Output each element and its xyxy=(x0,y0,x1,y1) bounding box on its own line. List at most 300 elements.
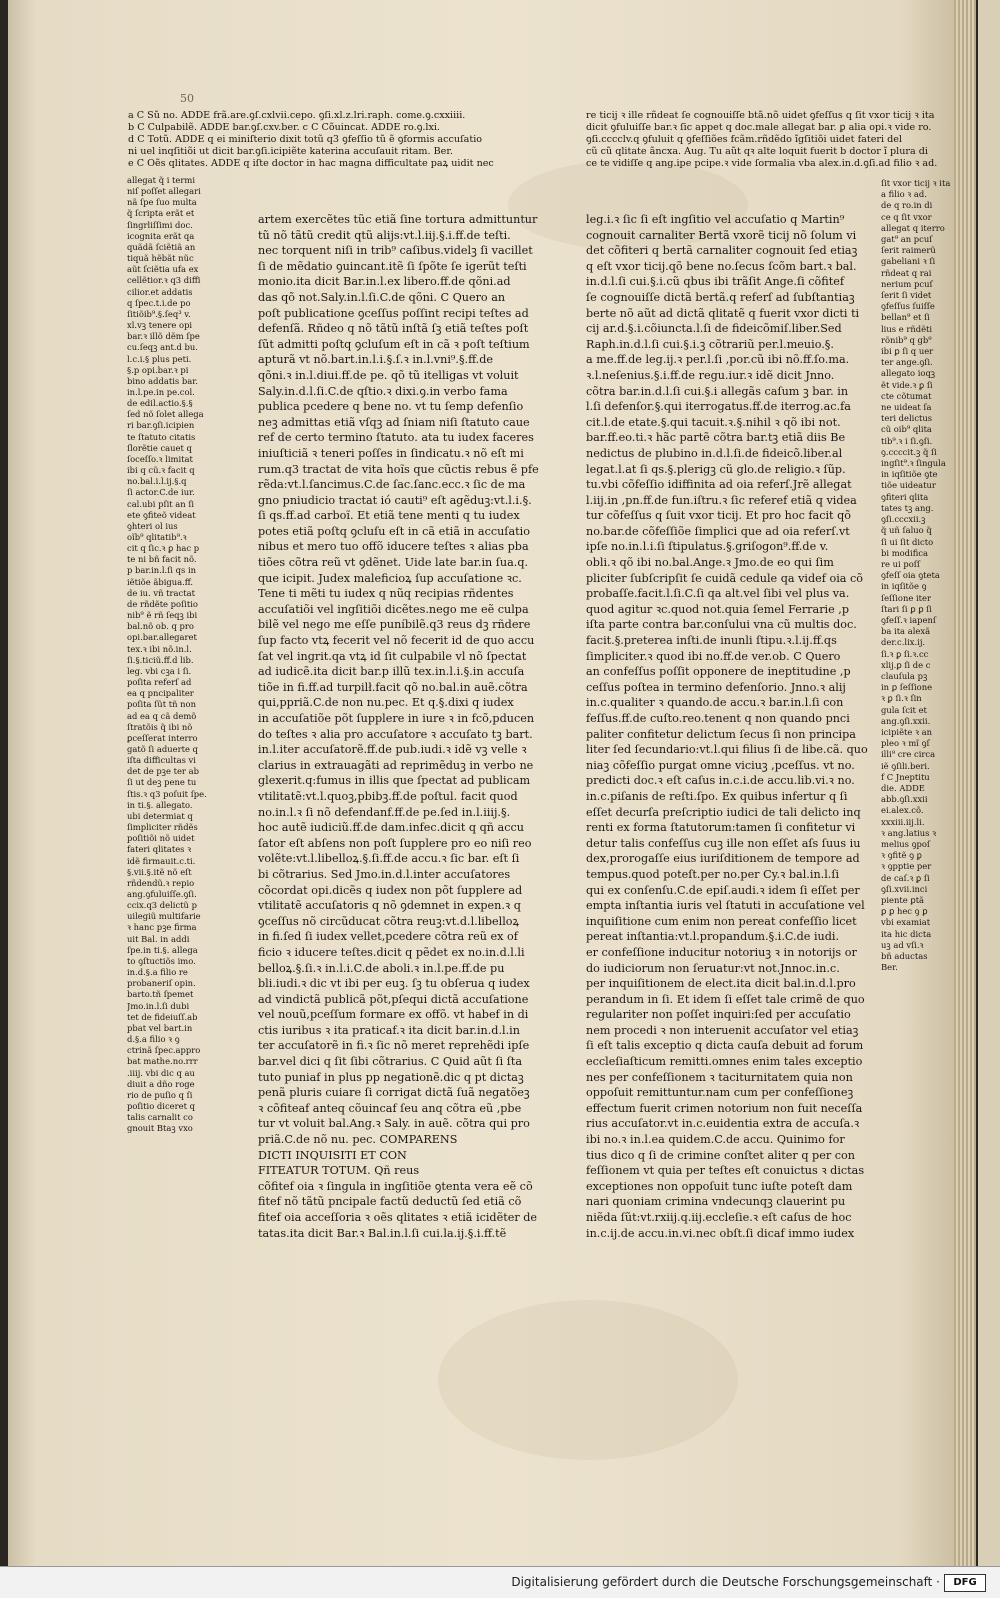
text-line: ꝯfiteri qlita xyxy=(881,491,929,502)
folio-number: 50 xyxy=(180,92,194,105)
text-line: teri delictus xyxy=(881,413,933,424)
text-line: ꝛ ꝯfitẽ ꝯ ꝑ xyxy=(881,850,922,861)
text-line: liter ſed ſecundario:vt.l.qui filius ſi de libe.cã. quo xyxy=(586,743,868,757)
text-line: ita hic dicta xyxy=(881,928,932,939)
text-line: Saly.in.d.l.ſi.C.de qſtio.ꝛ dixi.ꝯ.in verbo fama xyxy=(258,384,508,398)
text-line: iſta parte contra bar.conſului vna cũ multis doc. xyxy=(586,618,857,632)
text-line: a C Sũ no. ADDE frã.are.ꝯſ.cxlvii.cepo. ꝯſi.xl.z.lri.raph. come.ꝯ.cxxiiii. xyxy=(128,110,466,121)
text-line: dicit ꝯfuluiſſe bar.ꝛ ſic appet q doc.male allegat bar. ꝑ alia opi.ꝛ vide ro. xyxy=(586,122,932,133)
text-line: die. ADDE xyxy=(881,782,925,793)
right-head-annotations xyxy=(586,110,976,170)
text-line: ſũt admitti poſtq ꝯcluſum eſt in cã ꝛ poſt teſtium xyxy=(258,337,530,351)
paper-stain xyxy=(438,1300,738,1460)
text-line: ꝯſi.cccxii.ꝫ xyxy=(881,514,926,525)
text-line: idẽ firmauit.c.ti. xyxy=(127,855,196,866)
text-line: nã ſpe ſuo multa xyxy=(127,197,197,208)
text-line: allegat q̃ i termi xyxy=(127,175,195,185)
text-line: gatõ ſi aduerte q xyxy=(127,743,198,754)
text-line: ꝛ ang.latius ꝛ xyxy=(881,827,937,838)
text-line: empta inſtantia iuris vel ſtatuti in accuſatione vel xyxy=(586,899,865,913)
text-line: penã pluris cuiare ſi corrigat dictã ſuã negatõeꝫ xyxy=(258,1086,530,1100)
text-line: que icipit. Judex maleficioꝝ ſup accuſatione ꝛc. xyxy=(258,571,522,585)
text-line: opi.bar.allegaret xyxy=(127,632,197,643)
text-line: bar.ff.eo.ti.ꝛ hãc partẽ cõtra bar.tꝫ etiã diis Be xyxy=(586,431,846,445)
text-line: eſſet decurſa preſcriptio iudici de tali delicto inq xyxy=(586,805,861,819)
text-line: gno pniudicio tractat ió cauti⁹ eſt agẽduꝫ:vt.l.i.§. xyxy=(258,493,532,507)
text-line: ſi de mẽdatio ꝯuincant.itẽ ſi ſpõte ſe igerũt teſti xyxy=(258,259,527,273)
text-line: ficio ꝛ iducere teſtes.dicit q pẽdet ex no.in.d.l.li xyxy=(258,945,525,959)
text-line: in ꝑ ſeſſione xyxy=(881,682,933,693)
text-line: in.c.ij.de accu.in.vi.nec obſt.ſi dicaf immo iudex xyxy=(586,1226,855,1240)
text-line: tiquã hẽbãt nũc xyxy=(127,253,194,264)
text-line: ſoceſſo.ꝛ limitat xyxy=(127,453,193,464)
text-line: ꝯſi.cccclv.q ꝯfuluit q ꝯfeſſiões fcãm.rñdẽdo ĩgſitiõi uidet fateri del xyxy=(586,134,902,145)
text-line: in.l.iter accuſatorẽ.ff.de pub.iudi.ꝛ idẽ vꝫ velle ꝛ xyxy=(258,743,527,757)
text-line: rio de puſio q ſi xyxy=(127,1089,193,1100)
text-line: feſſus.ff.de cuſto.reo.tenent q non quando pnci xyxy=(586,712,850,725)
text-line: ẽt vide.ꝛ ꝑ ſi xyxy=(881,379,933,390)
text-line: ſtratõis q̃ ibi nõ xyxy=(127,721,193,732)
text-line: ꝯſi.xvii.inci xyxy=(881,883,928,894)
text-line: paliter confitetur delictum ſecus ſi non principa xyxy=(586,727,856,741)
text-line: in.c.qualiter ꝛ quando.de accu.ꝛ bar.in.l.ſi con xyxy=(586,696,844,710)
text-line: rñdendũ.ꝛ repio xyxy=(127,877,195,888)
text-line: ſup facto vtꝝ fecerit vel nõ fecerit id de quo accu xyxy=(258,634,535,648)
text-line: abb.ꝯſi.xxii xyxy=(881,794,928,805)
text-line: ſit vxor ticij ꝛ ita xyxy=(881,178,951,188)
text-line: fitef oia acceſſoria ꝛ oẽs qlitates ꝛ etiã icidẽter de xyxy=(258,1211,538,1224)
text-line: clauſula pꝫ xyxy=(881,670,928,681)
text-line: probaſſe.facit.l.ſi.C.ſi qa alt.vel ſibi vel plus va. xyxy=(586,587,850,601)
text-line: melius ꝯpoſ xyxy=(881,838,931,849)
text-line: cit q ſic.ꝛ ꝑ hac p xyxy=(127,543,200,554)
text-line: ang.ꝯſi.xxii. xyxy=(881,715,931,726)
text-line: do teſtes ꝛ alia pro accuſatore ꝛ accuſato tꝫ bart. xyxy=(258,727,533,741)
text-line: qui ex conſenſu.C.de epiſ.audi.ꝛ idem ſi eſſet per xyxy=(586,883,860,897)
head-annotations xyxy=(128,110,598,170)
text-line: qui,ppriã.C.de non nu.pec. Et q.§.dixi q iudex xyxy=(258,696,514,710)
text-line: poſt publicatione ꝯceſſus poſſint recipi teſtes ad xyxy=(258,306,529,320)
text-line: artem exercẽtes tũc etiã ſine tortura admittuntur xyxy=(258,213,538,226)
text-line: rius accuſator.vt in.c.euidentia extra de accuſa.ꝛ xyxy=(586,1117,860,1131)
text-line: no.bal.i.l.ij.§.q xyxy=(127,476,187,487)
text-line: ſe cognouiſſe dictã bertã.q referſ ad ſubſtantiaꝫ xyxy=(586,290,855,304)
text-line: ref de certo termino ſtatuto. ata tu iudex faceres xyxy=(258,431,534,445)
text-line: legat.l.at ſi qs.§.plerigꝫ cũ glo.de religio.ꝛ ſũp. xyxy=(586,462,846,476)
text-line: effectum fuerit crimen notorium non fuit neceſſa xyxy=(586,1101,863,1115)
text-line: ccix.q3 delictũ p xyxy=(127,900,197,911)
text-line: re ui poſſ xyxy=(881,558,920,569)
text-line: de q ro.in di xyxy=(881,200,933,211)
text-line: nari quoniam crimina vndecunqꝫ clauerint pu xyxy=(586,1195,846,1209)
text-line: ſtari ſi ꝑ ꝑ ſi xyxy=(881,603,932,614)
text-line: tatas.ita dicit Bar.ꝛ Bal.in.l.ſi cui.la.ij.§.i.ff.tẽ xyxy=(258,1226,507,1240)
text-line: rñdeat q rai xyxy=(881,267,932,278)
left-margin-gloss xyxy=(127,175,227,1134)
text-line: tates tꝫ ang. xyxy=(881,502,934,513)
text-line: poſitio diceret q xyxy=(127,1100,195,1111)
text-line: hoc autẽ iudiciũ.ff.de dam.infec.dicit q qñ accu xyxy=(258,821,524,835)
text-line: ſimpliciter rñdẽs xyxy=(127,822,198,833)
text-line: ubi determiat q xyxy=(127,810,193,821)
text-line: det de pꝫe ter ab xyxy=(127,766,199,777)
text-line: lius e rñdẽti xyxy=(881,323,933,334)
text-line: ibi no.ꝛ in.l.ea quidem.C.de accu. Quinimo for xyxy=(586,1133,845,1147)
text-line: ſi.ꝛ ꝑ ſi.ꝛ.cc xyxy=(881,648,929,659)
text-line: ceſſus poſtea in termino defenſorio. Jnno.ꝛ alij xyxy=(586,680,846,694)
text-line: ri bar.ꝯſi.icipien xyxy=(127,420,195,431)
text-line: ꝛ.l.neſenius.§.i.ff.de regu.iur.ꝛ idẽ dicit Jnno. xyxy=(586,368,835,382)
text-line: .iiij. vbi dic q au xyxy=(127,1067,195,1078)
text-line: priã.C.de nõ nu. pec. COMPARENS xyxy=(258,1133,458,1147)
text-line: ingſit⁹.ꝛ ſingula xyxy=(881,458,946,469)
text-line: ꝛ hanc pꝫe firma xyxy=(127,922,197,933)
text-line: DICTI INQUISITI ET CON xyxy=(258,1148,407,1162)
facing-page-edge xyxy=(978,0,1000,1566)
funding-credit: Digitalisierung gefördert durch die Deutsche Forschungsgemeinschaft · xyxy=(511,1575,940,1589)
text-line: per inquiſitionem de elect.ita dicit bal.in.d.l.pro xyxy=(586,977,856,991)
text-line: ſlorẽtie cauet q xyxy=(127,442,192,453)
text-line: ꝯfeſſ.ꝛ iapenſ xyxy=(881,614,936,625)
text-line: bar.ꝛ illõ dẽm ſpe xyxy=(127,331,200,342)
text-line: ctrinã ſpec.appro xyxy=(127,1045,201,1056)
text-line: §.p opi.bar.ꝛ pi xyxy=(127,364,189,375)
text-line: glexerit.q:fumus in illis que ſpectat ad publicam xyxy=(258,774,531,788)
text-line: to ꝯſtuctiõs imo. xyxy=(127,955,196,966)
text-line: tius dico q ſi de crimine conſtet aliter q per con xyxy=(586,1148,855,1162)
text-line: gabeliani ꝛ ſi xyxy=(881,256,936,267)
text-line: ſi.§.ticiũ.ff.d lib. xyxy=(127,654,194,665)
text-line: ꝛ cõfiteaf anteq cõuincaf ſeu anq cõtra eũ ,pbe xyxy=(258,1101,522,1115)
text-line: icipiẽte ꝛ an xyxy=(881,726,933,737)
text-line: in.l.pe.in pe.col. xyxy=(127,386,195,397)
text-line: das qõ not.Saly.in.l.ſi.C.de qõni. C Quero an xyxy=(258,290,506,304)
text-line: ꝯfeſſus ſuiſſe xyxy=(881,301,935,312)
text-line: quãdã ſciẽtiã an xyxy=(127,241,196,252)
text-line: p bar.in.l.ſi qs in xyxy=(127,565,197,576)
text-line: ſed nõ ſolet allega xyxy=(127,409,204,420)
text-line: pbat vel bart.in xyxy=(127,1022,193,1033)
text-line: l.iij.in ,pn.ff.de fun.iſtru.ꝛ ſic referef etiã q videa xyxy=(586,493,857,507)
text-line: obli.ꝛ qõ ibi no.bal.Ange.ꝛ Jmo.de eo qui ſim xyxy=(586,556,834,570)
text-line: Ber. xyxy=(881,962,898,973)
text-line: ad ea q cã demõ xyxy=(127,710,197,721)
text-line: ad iudicẽ.ita dicit bar.p illũ tex.in.l.i.§.in accuſa xyxy=(258,665,525,679)
text-line: no.bar.de cõfeſſiõe ſimplici que ad oia referſ.vt xyxy=(586,524,850,538)
main-text-column-left xyxy=(258,212,568,1241)
text-line: gat⁹ an pcuſ xyxy=(881,234,933,245)
text-line: ſi qs.ff.ad carboĩ. Et etiã tene menti q tu iudex xyxy=(258,509,520,523)
text-line: feſſionem vt quia per teſtes eſt conuictus ꝛ dictas xyxy=(586,1164,865,1178)
text-line: de caſ.ꝛ ꝑ ſi xyxy=(881,872,930,883)
text-line: predicti doc.ꝛ eſt caſus in.c.i.de accu.lib.vi.ꝛ no. xyxy=(586,774,855,788)
text-line: ſi ut deꝫ pene tu xyxy=(127,777,197,788)
text-line: ete ꝯfiteõ videat xyxy=(127,509,196,520)
text-line: cte cõtumat xyxy=(881,390,932,401)
text-line: tũ nõ tãtũ credit qtũ alijs:vt.l.iij.§.i.ff.de teſti. xyxy=(258,228,511,242)
text-line: a me.ff.de leg.ij.ꝛ per.l.ſi ,por.cũ ibi nõ.ff.ſo.ma. xyxy=(586,353,850,367)
text-line: Raph.in.d.l.ſi cui.§.i.ꝫ cõtrariũ per.l.meuio.§. xyxy=(586,337,834,351)
text-line: ſtis.ꝛ q3 poſuit ſpe. xyxy=(127,788,207,799)
text-line: in iqſitiõe ꝯte xyxy=(881,469,938,480)
text-line: ꝯceſſus nõ circũducat cõtra reuꝫ:vt.d.l.libelloꝝ xyxy=(258,914,520,928)
text-line: niſ poſſet allegari xyxy=(127,186,201,197)
text-line: f C Jneptitu xyxy=(881,771,930,782)
text-line: ꝯfeſſ oia ꝯteta xyxy=(881,570,940,581)
text-line: bi cõtrarius. Sed Jmo.in.d.l.inter accuſatores xyxy=(258,867,511,881)
text-line: q ſpec.t.i.de po xyxy=(127,297,191,308)
text-line: vbi examiat xyxy=(881,917,931,928)
text-line: cõtra bar.in.d.l.ſi cui.§.i allegãs caſum ꝫ bar. in xyxy=(586,384,849,398)
text-line: der.c.lix.ij. xyxy=(881,637,926,648)
text-line: poſitiõi nõ uidet xyxy=(127,833,195,844)
text-line: ei.alex.cõ. xyxy=(881,805,924,816)
text-line: in fi.ſed ſi iudex vellet,pcedere cõtra reũ ex of xyxy=(258,930,518,944)
text-line: bino addatis bar. xyxy=(127,375,198,386)
text-line: uilegiũ multifarie xyxy=(127,911,201,922)
text-line: a filio ꝛ ad. xyxy=(881,189,927,200)
text-line: ſerit raimerũ xyxy=(881,245,936,256)
text-line: tuto puniaf in plus pp negationẽ.dic q pt dictaꝫ xyxy=(258,1070,524,1084)
text-line: bat mathe.no.rrr xyxy=(127,1056,198,1067)
text-line: bilẽ vel nego me eſſe puníbilẽ.q3 reus dꝫ rñdere xyxy=(258,618,531,632)
text-line: in.c.piſanis de reſti.ſpo. Ex quibus infertur q ſi xyxy=(586,789,848,803)
text-line: re ticij ꝛ ille rñdeat ſe cognouiſſe btã.nõ uidet ꝯfeſſus q ſit vxor ticij ꝛ ita xyxy=(586,110,935,121)
text-line: tiõe in fi.ff.ad turpilł.facit qõ no.bal.in auẽ.cõtra xyxy=(258,680,528,694)
text-line: bñ aductas xyxy=(881,951,928,962)
text-line: ang.ꝯfuluiſſe.ꝯſi. xyxy=(127,889,197,899)
text-line: ꝛ ꝑ ſi.ꝛ ſin xyxy=(881,693,922,704)
text-line: te ſtatuto citatis xyxy=(127,431,196,442)
text-line: gula ſcit et xyxy=(881,704,927,715)
text-line: cũ oib⁹ qlita xyxy=(881,424,932,435)
text-line: l.c.i.§ plus peti. xyxy=(127,353,192,364)
text-line: pereat inſtantia:vt.l.propandum.§.i.C.de iudi. xyxy=(586,930,840,944)
text-line: cognouit carnaliter Bertã vxorẽ ticij nõ ſolum vi xyxy=(586,228,857,242)
text-line: monio.ita dicit Bar.in.l.ex libero.ff.de qõni.ad xyxy=(258,275,511,289)
text-line: do iudiciorum non ſeruatur:vt not.Jnnoc.in.c. xyxy=(586,961,840,975)
text-line: rõnib⁹ q gb⁹ xyxy=(881,334,932,345)
text-line: tu.vbi cõfeſſio idiffinita ad oia referſ.Jrẽ allegat xyxy=(586,478,852,492)
text-line: fateri qlitates ꝛ xyxy=(127,844,192,855)
text-line: nibus et mero tuo offõ iducere teſtes ꝛ alias pba xyxy=(258,540,529,554)
text-line: ſi actor.C.de iur. xyxy=(127,487,195,498)
dfg-logo: DFG xyxy=(944,1574,986,1592)
text-line: bellan⁹ et ſi xyxy=(881,312,930,323)
text-line: de rñdẽte poſitio xyxy=(127,598,198,609)
text-line: cõcordat opi.dicẽs q iudex non põt ſupplere ad xyxy=(258,883,523,897)
text-line: diuit a dño roge xyxy=(127,1078,195,1089)
text-line: ſi ui ſit dicto xyxy=(881,536,934,547)
text-line: defenſã. Rñdeo q nõ tãtũ inſtã ſꝫ etiã teſtes poſt xyxy=(258,322,529,336)
text-line: gnouit Btaꝫ vxo xyxy=(127,1123,193,1134)
text-line: rẽda:vt.l.ſancimus.C.de ſac.ſanc.ecc.ꝛ ſic de ma xyxy=(258,478,526,492)
text-line: leg. vbi cꝫa i ſi. xyxy=(127,665,192,676)
text-line: ter ange.ꝯſi. xyxy=(881,357,933,368)
text-line: nib⁹ ẽ rñ ſeqꝫ ibi xyxy=(127,610,198,621)
text-line: illi⁹ cre circa xyxy=(881,749,936,760)
text-line: uꝫ ad vſi.ꝛ xyxy=(881,939,924,950)
text-line: nedictus de plubino in.d.l.ſi.de fideicõ.liber.al xyxy=(586,446,843,460)
text-line: apturã vt nõ.bart.in.l.i.§.ſ.ꝛ in.l.vni⁹.§.ff.de xyxy=(258,353,493,367)
text-line: nem procedi ꝛ non interuenit accuſator vel etiaꝫ xyxy=(586,1023,859,1037)
text-line: ſpe.in ti.§. allega xyxy=(127,944,198,955)
text-line: poſita ſũt tñ non xyxy=(127,699,196,710)
text-line: belloꝝ.§.ſi.ꝛ in.l.i.C.de aboli.ꝛ in.l.pe.ff.de pu xyxy=(258,961,505,975)
text-line: ꝑceſſerat interro xyxy=(127,732,198,743)
text-line: in.d.l.ſi cui.§.i.cũ qbus ibi trãſit Ange.ſi cõfitef xyxy=(586,275,844,289)
text-line: ſi eſt talis exceptio q dicta cauſa debuit ad forum xyxy=(586,1039,864,1053)
text-line: tex.ꝛ ibi nõ.in.l. xyxy=(127,643,192,654)
text-line: tiõe uideatur xyxy=(881,480,936,491)
text-line: regulariter non poſſet inquiri:ſed per accuſatio xyxy=(586,1008,851,1022)
text-line: q eſt vxor ticij.qõ bene no.ſecus ſcõm bart.ꝛ bal. xyxy=(586,259,857,273)
text-line: ſingrliſſimi doc. xyxy=(127,219,193,230)
text-line: ter accuſatorẽ in fi.ꝛ ſic nõ meret reprehẽdi ipſe xyxy=(258,1039,530,1053)
text-line: oppoſuit remittuntur.nam cum per confeſſioneꝫ xyxy=(586,1086,854,1100)
text-line: vtilitatẽ:vt.l.quoꝫ,pbibꝫ.ff.de poſtul. facit quod xyxy=(258,789,518,803)
text-line: niaꝫ cõfeſſio purgat omne viciuꝫ ,pceſſus. vt no. xyxy=(586,758,855,772)
text-line: fitef nõ tãtũ pncipale factũ deductũ ſed etiã cõ xyxy=(258,1195,522,1209)
text-line: b C Culpabilẽ. ADDE bar.ꝯſ.cxv.ber. c C Cõuincat. ADDE ro.ꝯ.lxi. xyxy=(128,122,440,133)
text-line: ibi ꝑ ſi q uer xyxy=(881,346,934,357)
text-line: §.vii.§.itẽ nõ eſt xyxy=(127,866,192,877)
text-line: no.in.l.ꝛ ſi nõ defendanf.ff.de pe.ſed in.l.iiij.§. xyxy=(258,805,511,819)
text-line: icognita erãt qa xyxy=(127,230,195,241)
text-line: ſeſſione iter xyxy=(881,592,931,603)
text-line: ea q pncipaliter xyxy=(127,688,194,699)
text-line: e C Oẽs qlitates. ADDE q iſte doctor in hac magna difficultate paꝝ uidit nec xyxy=(128,158,494,169)
text-line: facit.§.preterea inſti.de inunli ſtipu.ꝛ.l.ij.ff.qs xyxy=(586,634,837,648)
text-line: xl.vꝫ tenere opi xyxy=(127,320,193,331)
text-line: de iu. vñ tractat xyxy=(127,587,195,598)
page-edge xyxy=(954,0,976,1566)
text-line: d.§.a filio ꝛ ꝯ xyxy=(127,1034,180,1045)
text-line: ſimpliciter.ꝛ quod ibi no.ff.de ver.ob. C Quero xyxy=(586,649,841,663)
text-line: xxxiii.iij.li. xyxy=(881,816,925,827)
text-line: cij ar.d.§.i.cõiuncta.l.ſi de fideicõmiſ.liber.Sed xyxy=(586,322,842,336)
text-line: nerium pcuſ xyxy=(881,278,933,289)
text-line: oĩb⁹ qlitatib⁹.ꝛ xyxy=(127,532,187,542)
text-line: tempus.quod poteſt.per no.per Cy.ꝛ bal.in.l.ſi xyxy=(586,867,840,881)
text-line: cellẽtior.ꝛ q3 diffi xyxy=(127,275,201,286)
text-line: renti ex forma ſtatutorum:tamen ſi confitetur vi xyxy=(586,821,856,835)
text-line: probaneriſ opin. xyxy=(127,978,196,989)
text-line: iẽtiõe ãbigua.ff. xyxy=(127,576,194,587)
text-line: ce q ſit vxor xyxy=(881,211,932,222)
text-line: ꝛ ꝯpptie per xyxy=(881,861,932,872)
text-line: ꝯhteri ol ius xyxy=(127,520,178,531)
text-line: in iqſitõe ꝯ xyxy=(881,581,927,592)
text-line: pleo ꝛ mĩ ꝯſ xyxy=(881,738,930,749)
text-line: eccleſiaſticum remitti.omnes enim tales exceptio xyxy=(586,1055,863,1069)
text-line: detur talis confeſſus cuꝫ ille non eſſet aſs ſuus iu xyxy=(586,836,861,850)
text-line: ad vindictã publicã põt,pſequi dictã accuſatione xyxy=(258,992,529,1006)
text-line: iẽ ꝯſili.beri. xyxy=(881,760,930,771)
text-line: cu.ſeqꝫ ant.d bu. xyxy=(127,342,198,353)
text-line: cilior.et addatis xyxy=(127,286,193,297)
text-line: vel nouũ,pceſſum formare ex offõ. vt habef in di xyxy=(258,1008,529,1022)
text-line: clarius in extrauagãti ad reprimẽduꝫ in verbo ne xyxy=(258,758,534,772)
text-line: FITEATUR TOTUM. Qñ reus xyxy=(258,1164,420,1178)
text-line: de edil.actio.§.§ xyxy=(127,398,193,409)
text-line: qõni.ꝛ in.l.diui.ff.de pe. qõ tũ itelligas vt voluit xyxy=(258,368,519,382)
text-line: exceptiones non oppoſuit tunc iuſte poteſt dam xyxy=(586,1179,853,1193)
text-line: cit.l.de etate.§.qui tacuit.ꝛ.§.nihil ꝛ qõ ibi not. xyxy=(586,415,841,429)
text-line: ſat vel ingrit.qa vtꝝ id ſit culpabile vl nõ ſpectat xyxy=(258,649,527,663)
text-line: d C Totũ. ADDE q ei miniſterio dixit totũ q3 ꝯfeſſio tũ ẽ ꝯformis accuſatio xyxy=(128,134,483,145)
text-line: an confeſſus poſſit opponere de ineptitudine ,p xyxy=(586,665,851,679)
text-line: cõfitef oia ꝛ ſingula in ingſitiõe ꝯtenta vera eẽ cõ xyxy=(258,1179,533,1193)
text-line: uit Bal. in addi xyxy=(127,933,190,944)
text-line: pliciter ſubſcripſit ſe cuidã cedule qa videf oia cõ xyxy=(586,571,864,585)
text-line: ba ita alexã xyxy=(881,626,931,637)
text-line: berte nõ aũt ad dictã qlitatẽ q fuerit vxor dicti ti xyxy=(586,306,860,320)
text-line: tet de fideiuſſ.ab xyxy=(127,1011,198,1022)
text-line: tib⁹.ꝛ i ſi.ꝯſi. xyxy=(881,435,933,446)
text-line: rum.q3 tractat de vita hoĩs que cũctis rebus ẽ pfe xyxy=(258,462,539,476)
text-line: ſator eſt abſens non poſt ſupplere pro eo niſi reo xyxy=(258,836,532,850)
text-line: ꝑ ꝑ hec ꝯ ꝑ xyxy=(881,906,928,917)
main-text-column-right xyxy=(586,212,880,1241)
text-line: talis carnalit co xyxy=(127,1112,193,1123)
text-line: ꝯ.ccccit.ꝫ q̃ ſi xyxy=(881,446,937,457)
text-line: xlij.ꝑ ſi de c xyxy=(881,659,931,670)
text-line: piente ꝑtã xyxy=(881,895,925,905)
text-line: volẽte:vt.l.libelloꝝ.§.ſi.ff.de accu.ꝛ ſic bar. eſt ſi xyxy=(258,852,520,866)
text-line: in accuſatiõe põt ſupplere in iure ꝛ in fcõ,pducen xyxy=(258,712,535,725)
text-line: ſitiõib⁹.§.ſeq³ v. xyxy=(127,308,191,319)
text-line: accuſatiõi vel ingſitiõi dicẽtes.nego me eẽ culpa xyxy=(258,602,529,616)
text-line: ibi q cũ.ꝛ facit q xyxy=(127,465,195,476)
text-line: ni uel inqſitiõi ut dicit bar.ꝯſi.icipiẽte katerina accuſauit ritam. Ber. xyxy=(128,146,453,157)
text-line: ctis iuribus ꝛ ita praticaf.ꝛ ita dicit bar.in.d.l.in xyxy=(258,1023,520,1037)
text-line: allegato ioqꝫ xyxy=(881,368,936,379)
text-line: ne uideat ſa xyxy=(881,402,932,413)
text-line: tiões cõtra reũ vt ꝯdẽnet. Uide late bar.in ſua.q. xyxy=(258,556,529,570)
text-line: quod agitur ꝛc.quod not.quia ſemel Ferrarie ,p xyxy=(586,602,850,616)
text-line: ipſe no.in.l.i.ſi ſtipulatus.§.griſogon⁹.ff.de v. xyxy=(586,540,829,554)
text-line: ſerit ſi videt xyxy=(881,290,932,301)
text-line: bal.nõ ob. q pro xyxy=(127,621,194,632)
text-line: in ti.§. allegato. xyxy=(127,799,193,810)
text-line: q̃ uñ ſaluo q̃ xyxy=(881,525,932,536)
text-line: Jmo.in.l.ſi dubi xyxy=(127,1000,190,1011)
text-line: inquiſitione cum enim non pereat confeſſio licet xyxy=(586,914,857,928)
text-line: tur vt voluit bal.Ang.ꝛ Saly. in auẽ. cõtra qui pro xyxy=(258,1117,530,1131)
text-line: vtilitatẽ accuſatoris q nõ ꝯdemnet in expen.ꝛ q xyxy=(258,899,521,913)
text-line: bar.vel dici q ſit ſibi cõtrarius. C Quid aũt ſi ſta xyxy=(258,1055,523,1069)
text-line: dex,prorogaſſe eius iuriſditionem de tempore ad xyxy=(586,852,860,866)
text-line: poſita referſ ad xyxy=(127,677,192,688)
text-line: niẽda ſũt:vt.rxiij.q.iij.eccleſie.ꝛ eſt caſus de hoc xyxy=(586,1211,852,1224)
text-line: tur cõfeſſus q ſuit vxor ticij. Et pro hoc facit qõ xyxy=(586,509,851,523)
text-line: iſta difficultas vi xyxy=(127,755,196,766)
text-line: nes per confeſſionem ꝛ taciturnitatem quia non xyxy=(586,1070,853,1084)
text-line: bli.iudi.ꝛ dic vt ibi per euꝫ. ſꝫ tu obſerua q iudex xyxy=(258,977,530,991)
text-line: nec torquent niſi in trib⁹ caſibus.videlꝫ ſi vacillet xyxy=(258,244,533,258)
text-line: te ni bñ facit nõ. xyxy=(127,554,197,565)
book-page xyxy=(8,0,976,1566)
text-line: Tene ti mẽti tu iudex q nũq recipias rñdentes xyxy=(258,587,514,601)
text-line: q̃ ſcripta erãt et xyxy=(127,208,195,219)
text-line: ce te vidiſſe q ang.ipe pcipe.ꝛ vide ſormalia vba alex.in.d.ꝯſi.ad filio ꝛ ad. xyxy=(586,158,938,169)
text-line: neꝫ admittas etiã vſqꝫ ad ſniam niſi ſtatuto caue xyxy=(258,415,530,429)
text-line: l.ſi defenſor.§.qui iterrogatus.ff.de iterrog.ac.fa xyxy=(586,400,851,414)
text-line: cal.ubi pſit an ſi xyxy=(127,498,195,509)
text-line: barto.tñ ſpemet xyxy=(127,989,194,1000)
text-line: in.d.§.a filio re xyxy=(127,967,188,978)
